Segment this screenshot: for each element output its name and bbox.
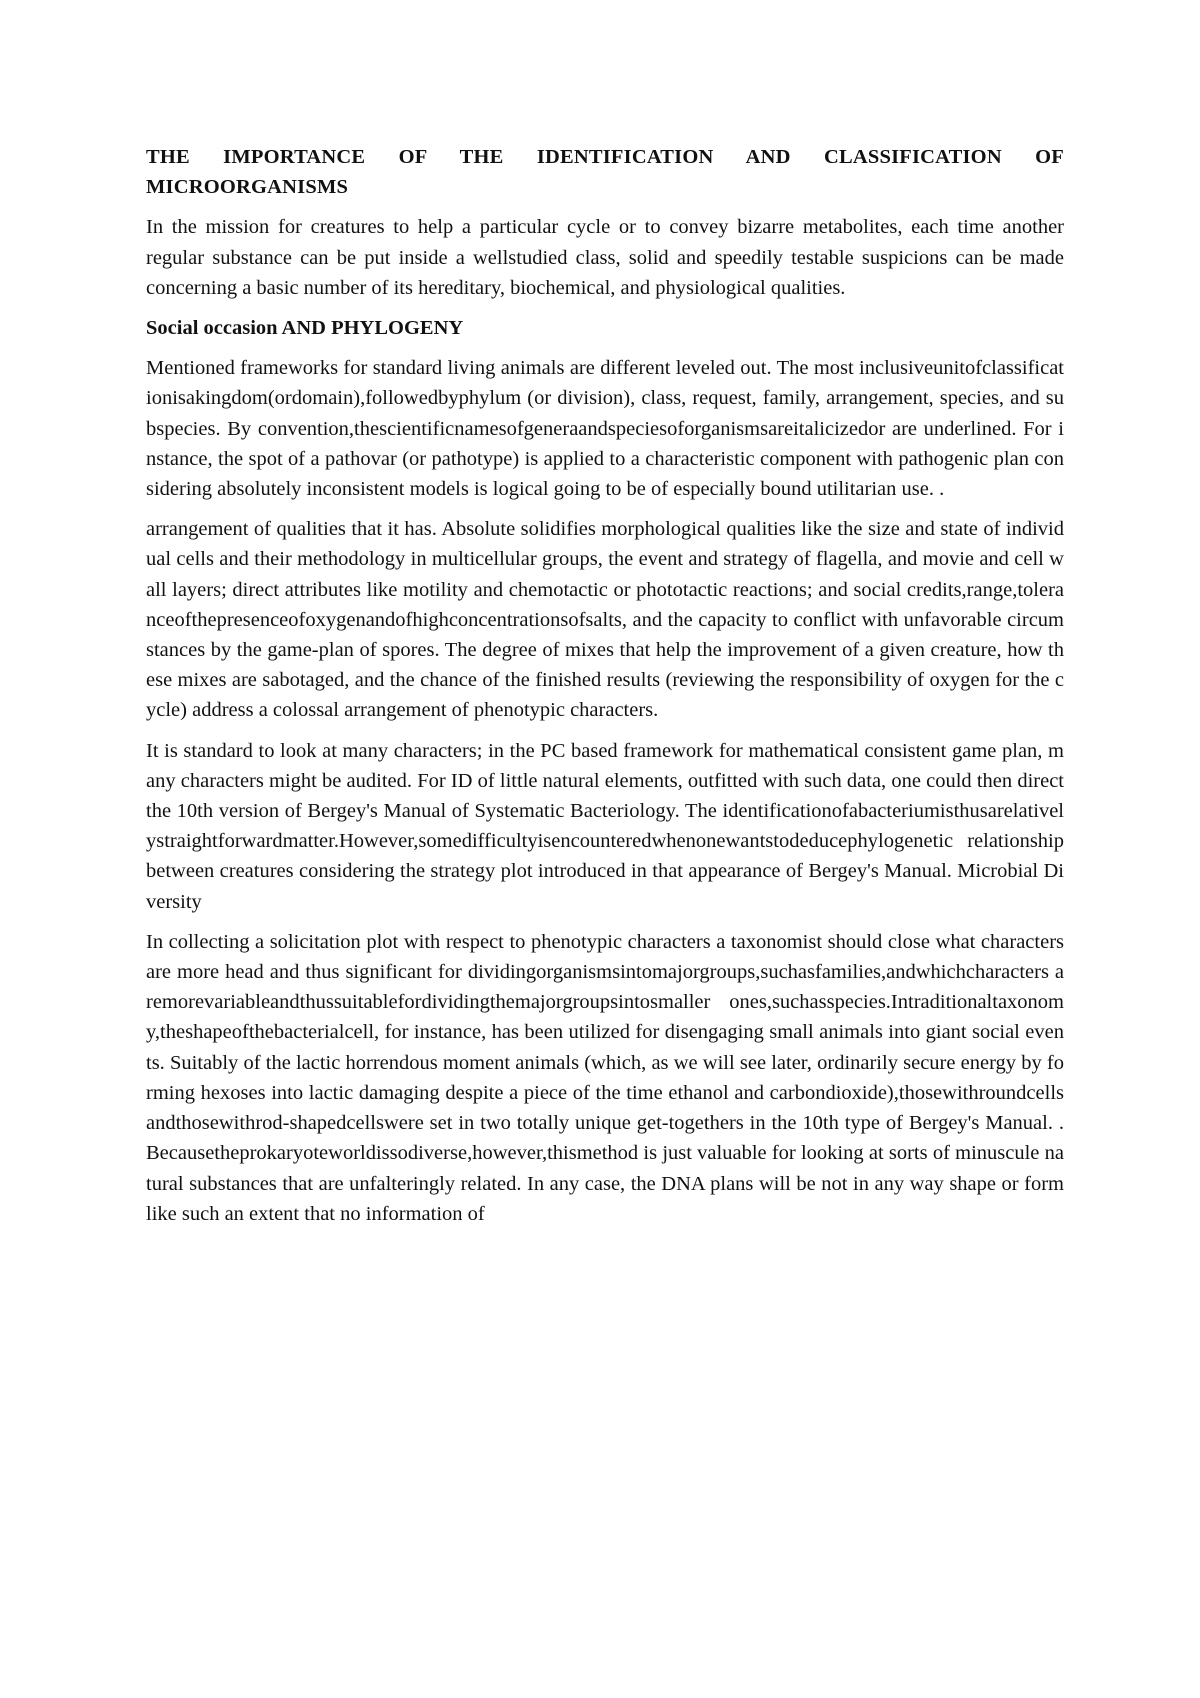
body-paragraph-4: In collecting a solicitation plot with respect to phenotypic characters a taxonomist should close what characters are more head and thus significant for dividingorganismsintomajorgroups,suchasfamilies,andwhichcharacters aremorevariableandthussuitablefordividingthemajorgroupsintosmaller ones,suchasspecies.Intraditionaltaxonomy,theshapeofthebacterialcell, for instance, has been utilized for disengaging small animals into giant social events. Suitably of the lactic horrendous moment animals (which, as we will see later, ordinarily secure energy by forming hexoses into lactic damaging despite a piece of the time ethanol and carbondioxide),thosewithroundcellsandthosewithrod-shapedcellswere set in two totally unique get-togethers in the 10th type of Bergey's Manual. .Becausetheprokaryoteworldissodiverse,however,thismethod is just valuable for looking at sorts of minuscule natural substances that are unfalteringly related. In any case, the DNA plans will be not in any way shape or form like such an extent that no information of [146,930,1064,1225]
intro-paragraph: In the mission for creatures to help a particular cycle or to convey bizarre metabolites, each time another regular substance can be put inside a wellstudied class, solid and speedily testable suspicions can be made concerning a basic number of its hereditary, biochemical, and physiological qualities. [146,216,1064,299]
body-paragraph-1: Mentioned frameworks for standard living animals are different leveled out. The most inclusiveunitofclassificationisakingdom(ordomain),followedbyphylum (or division), class, request, family, arrangement, species, and subspecies. By convention,thescientificnamesofgeneraandspeciesoforganismsareitalicizedor are underlined. For instance, the spot of a pathovar (or pathotype) is applied to a characteristic component with pathogenic plan considering absolutely inconsistent models is logical going to be of especially bound utilitarian use. . [146,357,1064,501]
body-paragraph-2: arrangement of qualities that it has. Absolute solidifies morphological qualities like the size and state of individual cells and their methodology in multicellular groups, the event and strategy of flagella, and movie and cell wall layers; direct attributes like motility and chemotactic or phototactic reactions; and social credits,range,toleranceofthepresenceofoxygenandofhighconcentrationsofsalts, and the capacity to conflict with unfavorable circumstances by the game-plan of spores. The degree of mixes that help the improvement of a given creature, how these mixes are sabotaged, and the chance of the finished results (reviewing the responsibility of oxygen for the cycle) address a colossal arrangement of phenotypic characters. [146,518,1064,722]
document-page [146,142,1064,1239]
section-heading: Social occasion AND PHYLOGENY [146,317,464,340]
document-title: THE IMPORTANCE OF THE IDENTIFICATION AND CLASSIFICATION OF MICROORGANISMS [146,146,1064,199]
body-paragraph-3: It is standard to look at many characters; in the PC based framework for mathematical consistent game plan, many characters might be audited. For ID of little natural elements, outfitted with such data, one could then direct the 10th version of Bergey's Manual of Systematic Bacteriology. The identificationofabacteriumisthusarelativelystraightforwardmatter.However,somedifficultyisencounteredwhenonewantstodeducephylogenetic relationship between creatures considering the strategy plot introduced in that appearance of Bergey's Manual. Microbial Diversity [146,739,1064,913]
